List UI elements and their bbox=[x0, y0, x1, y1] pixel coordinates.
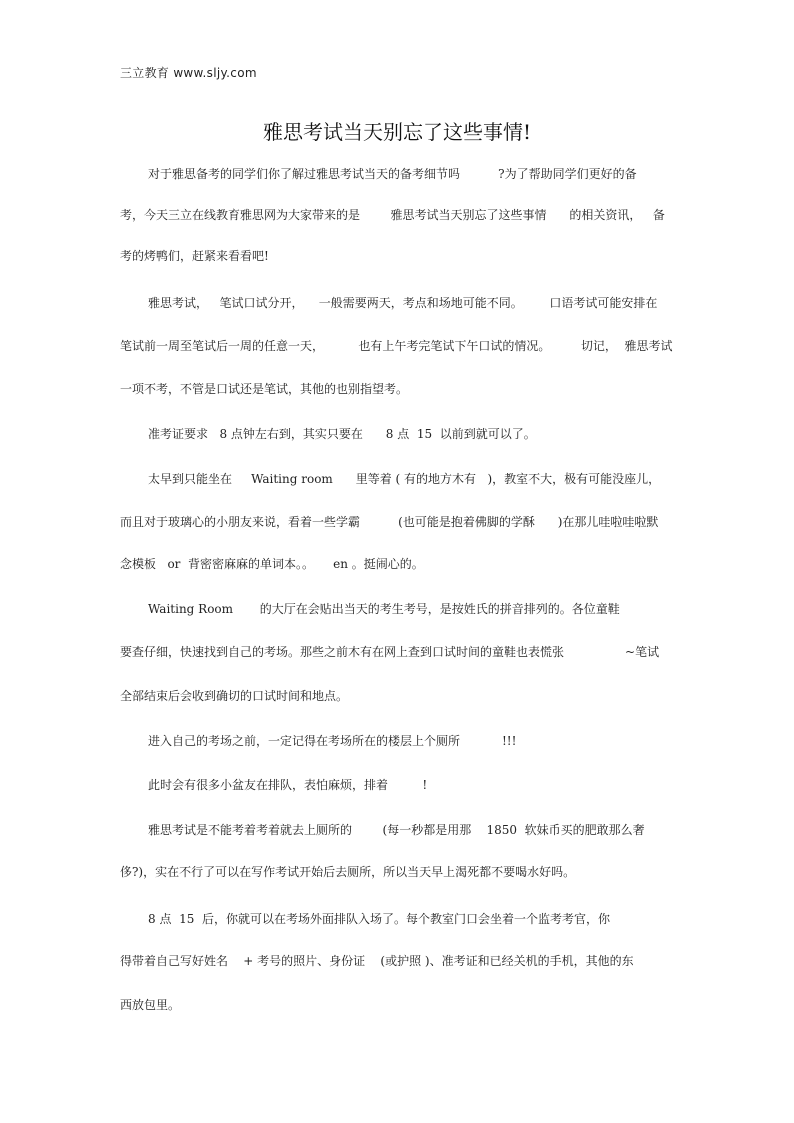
paragraph-line: 8 点 15 后，你就可以在考场外面排队入场了。每个教室门口会坐着一个监考考官，你 bbox=[148, 912, 610, 926]
paragraph-line: Waiting Room 的大厅在会贴出当天的考生考号，是按姓氏的拼音排列的。各位童鞋 bbox=[148, 602, 620, 616]
paragraph-line: 得带着自己写好姓名 + 考号的照片、身份证 (或护照 )、准考证和已经关机的手机，其他的东 bbox=[120, 954, 634, 968]
paragraph-line: 念模板 or 背密密麻麻的单词本。。 en 。挺闹心的。 bbox=[120, 557, 424, 571]
paragraph-line: 太早到只能坐在 Waiting room 里等着 ( 有的地方木有 )，教室不大，极有可能没座儿， bbox=[148, 472, 661, 486]
site-header: 三立教育 www.sljy.com bbox=[120, 66, 257, 80]
paragraph-line: 要查仔细，快速找到自己的考场。那些之前木有在网上查到口试时间的童鞋也表慌张 ~笔试 bbox=[120, 645, 660, 659]
paragraph-line: 对于雅思备考的同学们你了解过雅思考试当天的备考细节吗 ?为了帮助同学们更好的备 bbox=[148, 167, 637, 181]
paragraph-line: 考的烤鸭们，赶紧来看看吧! bbox=[120, 249, 269, 263]
paragraph-line: 西放包里。 bbox=[120, 998, 181, 1012]
paragraph-line: 考，今天三立在线教育雅思网为大家带来的是 雅思考试当天别忘了这些事情 的相关资讯， 备 bbox=[120, 208, 665, 222]
paragraph-line: 笔试前一周至笔试后一周的任意一天， 也有上午考完笔试下午口试的情况。 切记， 雅思考试 bbox=[120, 339, 673, 353]
article-title: 雅思考试当天别忘了这些事情! bbox=[262, 120, 532, 144]
paragraph-line: 进入自己的考场之前，一定记得在考场所在的楼层上个厕所 !!! bbox=[148, 734, 517, 748]
paragraph-line: 而且对于玻璃心的小朋友来说，看着一些学霸 (也可能是抱着佛脚的学酥 )在那儿哇啦哇啦默 bbox=[120, 515, 659, 529]
paragraph-line: 准考证要求 8 点钟左右到，其实只要在 8 点 15 以前到就可以了。 bbox=[148, 427, 536, 441]
paragraph-line: 雅思考试， 笔试口试分开， 一般需要两天，考点和场地可能不同。 口语考试可能安排在 bbox=[148, 296, 658, 310]
paragraph-line: 全部结束后会收到确切的口试时间和地点。 bbox=[120, 689, 349, 703]
paragraph-line: 一项不考，不管是口试还是笔试，其他的也别指望考。 bbox=[120, 382, 409, 396]
paragraph-line: 此时会有很多小盆友在排队，表怕麻烦，排着 ! bbox=[148, 778, 428, 792]
paragraph-line: 侈?)，实在不行了可以在写作考试开始后去厕所，所以当天早上渴死都不要喝水好吗。 bbox=[120, 865, 576, 879]
paragraph-line: 雅思考试是不能考着考着就去上厕所的 (每一秒都是用那 1850 软妹币买的肥敢那么奢 bbox=[148, 823, 645, 837]
